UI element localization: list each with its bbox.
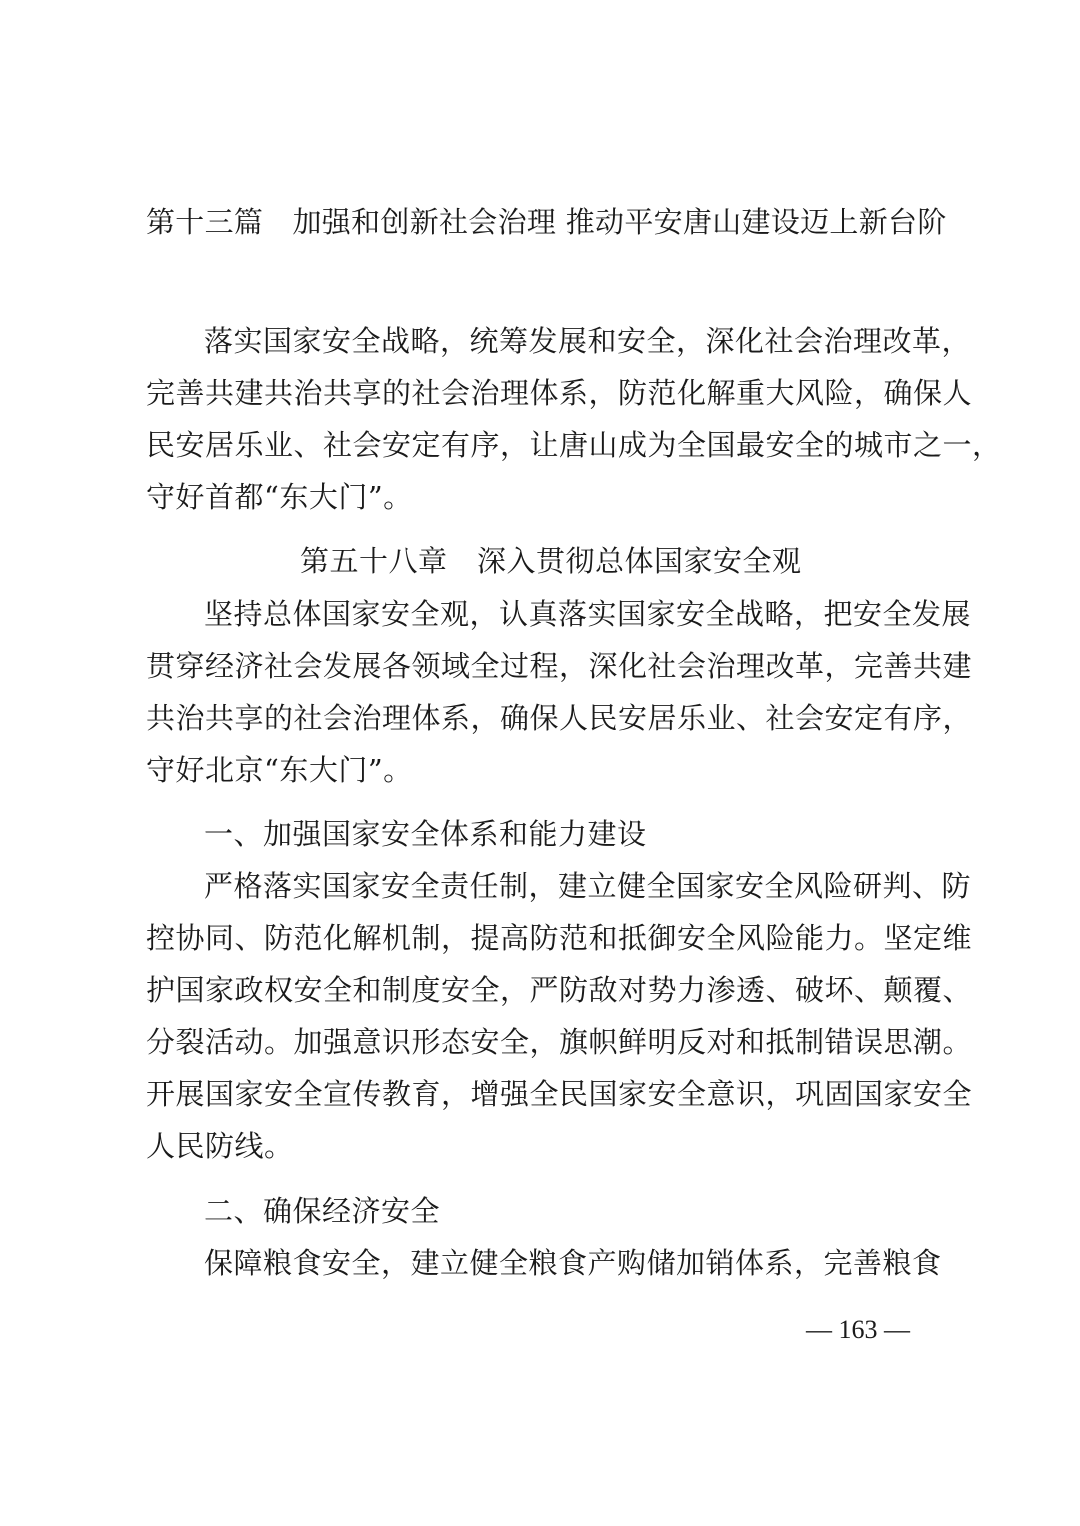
paragraph-line: 完善共建共治共享的社会治理体系，防范化解重大风险，确保人 (146, 376, 973, 410)
paragraph-line: 坚持总体国家安全观，认真落实国家安全战略，把安全发展 (204, 597, 972, 631)
paragraph-line: 控协同、防范化解机制，提高防范和抵御安全风险能力。坚定维 (146, 921, 973, 955)
section-heading: 二、确保经济安全 (204, 1194, 441, 1228)
paragraph-line: 开展国家安全宣传教育，增强全民国家安全意识，巩固国家安全 (146, 1077, 973, 1111)
chapter-title: 第五十八章 深入贯彻总体国家安全观 (300, 544, 802, 578)
part-title: 第十三篇 加强和创新社会治理 推动平安唐山建设迈上新台阶 (146, 205, 947, 239)
paragraph-line: 共治共享的社会治理体系，确保人民安居乐业、社会安定有序， (146, 701, 973, 735)
paragraph-line: 人民防线。 (146, 1129, 294, 1163)
paragraph-line: 分裂活动。加强意识形态安全，旗帜鲜明反对和抵制错误思潮。 (146, 1025, 973, 1059)
paragraph-line: 守好首都“东大门”。 (146, 480, 413, 514)
paragraph-line: 护国家政权安全和制度安全，严防敌对势力渗透、破坏、颠覆、 (146, 973, 973, 1007)
page-number: — 163 — (806, 1315, 910, 1344)
paragraph-line: 贯穿经济社会发展各领域全过程，深化社会治理改革，完善共建 (146, 649, 973, 683)
section-heading: 一、加强国家安全体系和能力建设 (204, 817, 647, 851)
paragraph-line: 严格落实国家安全责任制，建立健全国家安全风险研判、防 (204, 869, 972, 903)
paragraph-line: 保障粮食安全，建立健全粮食产购储加销体系，完善粮食 (204, 1246, 942, 1280)
paragraph-line: 守好北京“东大门”。 (146, 753, 413, 787)
paragraph-line: 民安居乐业、社会安定有序，让唐山成为全国最安全的城市之一， (146, 428, 1002, 462)
paragraph-line: 落实国家安全战略，统筹发展和安全，深化社会治理改革， (204, 324, 972, 358)
